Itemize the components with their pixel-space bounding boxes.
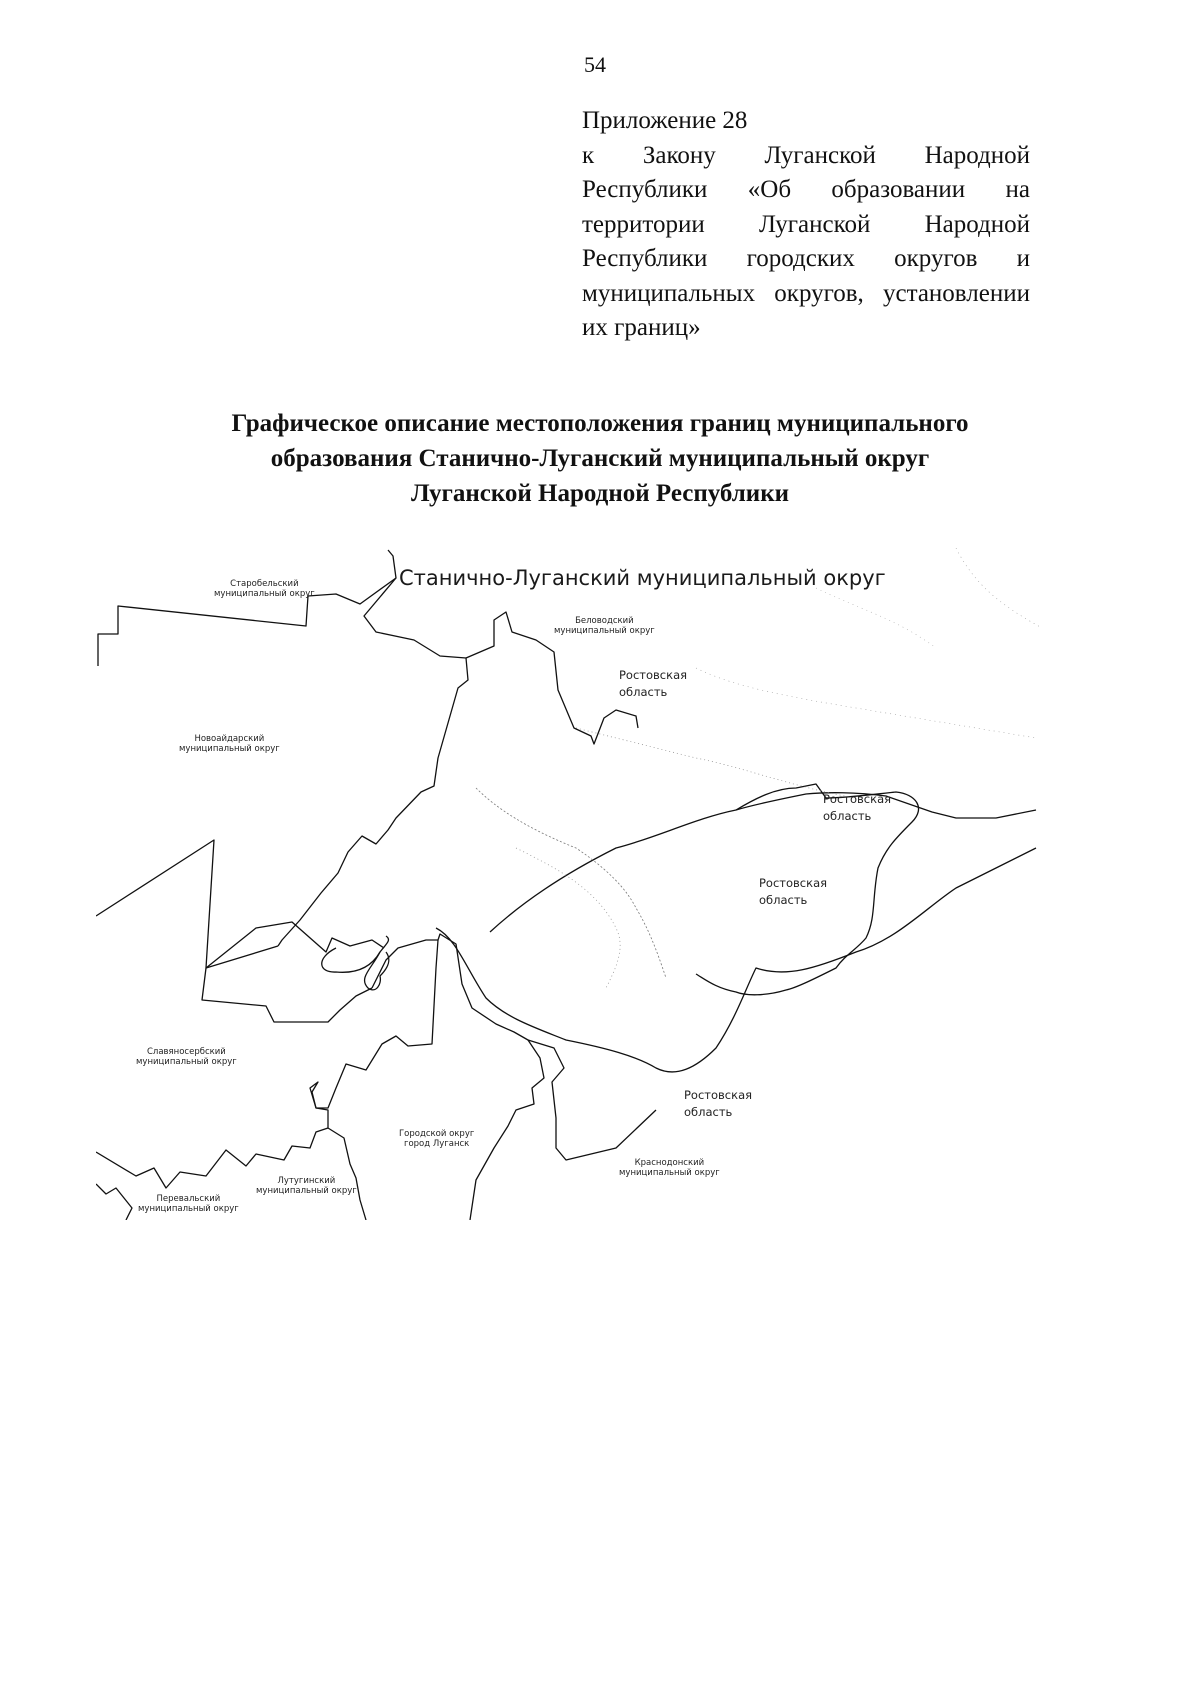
label-line: область [684, 1105, 733, 1119]
page-number: 54 [584, 52, 606, 77]
boundary-central-west [206, 922, 384, 968]
label-line: Краснодонский [634, 1158, 705, 1168]
boundary-river-knot [365, 952, 389, 990]
label-line: муниципальный округ [554, 626, 655, 636]
label-line: Новоайдарский [194, 734, 265, 744]
label-line: Беловодский [575, 616, 634, 626]
label-line: Городской округ [399, 1129, 475, 1139]
document-title [120, 406, 1080, 511]
internal-track [956, 548, 1042, 628]
label-rostov-south [684, 1087, 752, 1121]
title-line: Луганской Народной Республики [410, 480, 790, 507]
boundary-slavyanoserbsky [202, 968, 372, 1022]
label-line: область [759, 893, 808, 907]
label-krasnodonsky [619, 1158, 720, 1178]
label-lutuginsky [256, 1176, 357, 1196]
label-line: Ростовская [823, 792, 892, 806]
label-line: муниципальный округ [138, 1204, 239, 1214]
label-rostov-central [759, 875, 827, 909]
map-main-label: Станично-Луганский муниципальный округ [399, 566, 886, 590]
internal-track [576, 728, 856, 798]
map-boundaries [96, 548, 1042, 1220]
internal-track [476, 788, 666, 978]
boundary-starobelsky [98, 550, 396, 666]
label-line: область [823, 809, 872, 823]
internal-track [816, 588, 936, 648]
label-line: муниципальный округ [136, 1057, 237, 1067]
internal-track [516, 848, 620, 988]
label-line: муниципальный округ [256, 1186, 357, 1196]
appendix-line: к Закону Луганской Народной [582, 141, 1030, 169]
label-novoaydarsky [179, 734, 280, 754]
label-line: Лутугинский [277, 1176, 336, 1186]
label-line: Старобельский [230, 579, 299, 589]
boundary-perevalsk [96, 1184, 132, 1220]
title-line: Графическое описание местоположения границ муниципального [231, 410, 969, 437]
appendix-line: Республики «Об образовании на [582, 176, 1030, 203]
appendix-line: их границ» [582, 314, 701, 341]
boundary-map [96, 548, 1042, 1220]
label-slavyanoserbsky [136, 1047, 237, 1067]
boundary-west [278, 578, 468, 946]
title-line: образования Станично-Луганский муниципальный округ [270, 445, 930, 472]
label-line: муниципальный округ [179, 744, 280, 754]
label-belovodsky [554, 616, 655, 636]
label-starobelsky [214, 579, 315, 599]
label-line: город Луганск [404, 1139, 470, 1149]
appendix-line: муниципальных округов, установлении [582, 279, 1030, 307]
label-line: Ростовская [684, 1088, 753, 1102]
label-rostov-east [823, 791, 891, 825]
label-lugansk [399, 1129, 474, 1149]
appendix-line: территории Луганской Народной [582, 210, 1030, 238]
boundary-krasnodon [528, 1040, 656, 1160]
boundary-lugansk-west [310, 940, 438, 1108]
label-rostov-north [619, 667, 687, 701]
label-line: муниципальный округ [214, 589, 315, 599]
appendix-reference [582, 104, 1030, 346]
label-line: Ростовская [759, 876, 828, 890]
label-perevalsky [138, 1194, 239, 1214]
boundary-novoaydar [96, 840, 278, 968]
label-line: Ростовская [619, 668, 688, 682]
label-line: муниципальный округ [619, 1168, 720, 1178]
label-line: Славяносербский [146, 1047, 226, 1057]
internal-track [696, 668, 1036, 738]
boundary-lugansk [372, 934, 544, 1220]
appendix-line: Республики городских округов и [582, 245, 1030, 272]
label-line: область [619, 685, 668, 699]
appendix-line: Приложение 28 [582, 107, 748, 134]
boundary-lutugino [312, 1092, 366, 1220]
label-line: Перевальский [156, 1194, 221, 1204]
